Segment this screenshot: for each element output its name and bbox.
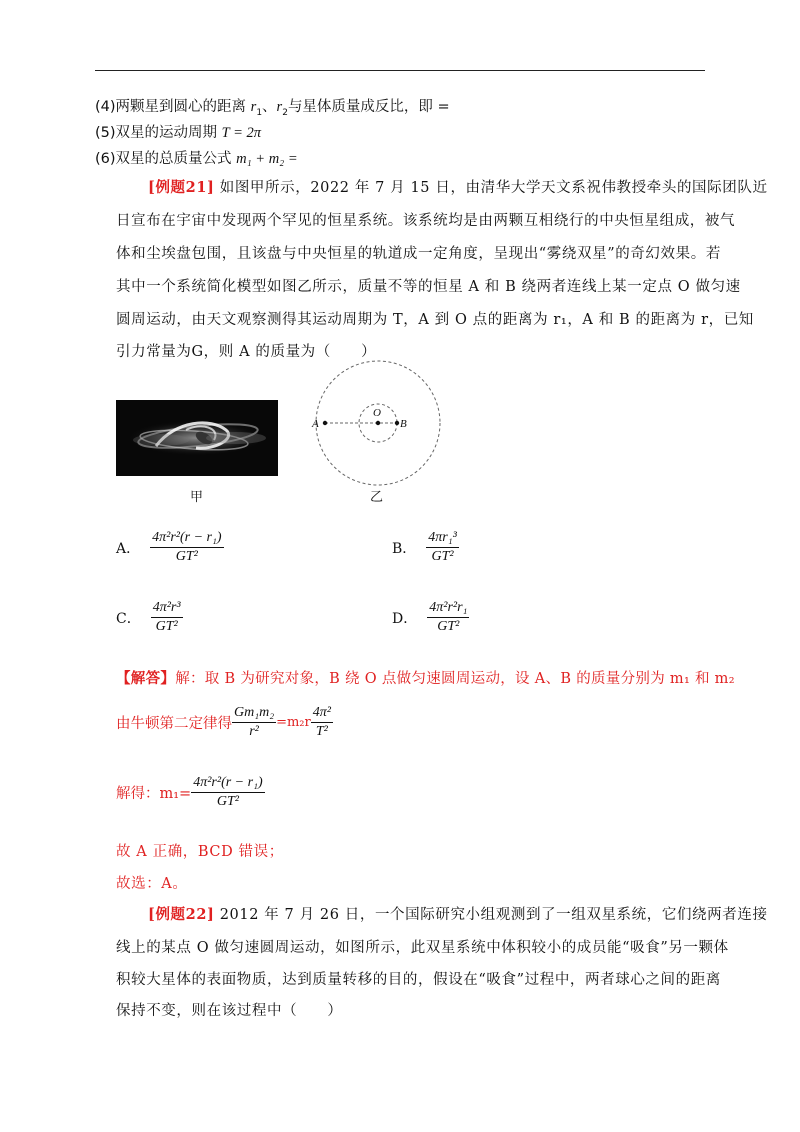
option-a-denominator: GT² bbox=[175, 549, 198, 564]
label-b: B bbox=[400, 418, 407, 430]
answer-newton-right-den: T² bbox=[315, 724, 328, 739]
option-b-denominator: GT² bbox=[431, 549, 454, 564]
item4-prefix: (4)两颗星到圆心的距离 bbox=[95, 99, 247, 115]
example22-text-1: 2012 年 7 月 26 日，一个国际研究小组观测到了一组双星系统，它们绕两者连接 bbox=[219, 907, 768, 923]
formula-item-5 bbox=[95, 123, 261, 143]
figure-yi-diagram bbox=[306, 360, 442, 490]
formula-item-6 bbox=[95, 149, 298, 169]
option-b[interactable] bbox=[392, 530, 459, 565]
option-a[interactable] bbox=[116, 530, 224, 565]
option-c-letter: C． bbox=[116, 610, 141, 627]
answer-line-2 bbox=[116, 705, 333, 740]
answer-newton-left-fraction bbox=[232, 705, 276, 740]
answer-line-5: 故选：A。 bbox=[116, 876, 188, 892]
figure-yi-caption: 乙 bbox=[370, 490, 384, 505]
answer-newton-prefix: 由牛顿第二定律得 bbox=[116, 716, 232, 732]
header-rule bbox=[95, 70, 705, 71]
example22-line-1 bbox=[148, 905, 768, 925]
center-o-dot bbox=[376, 421, 380, 425]
option-a-letter: A． bbox=[116, 540, 141, 557]
option-c-denominator: GT² bbox=[155, 619, 178, 634]
option-c[interactable] bbox=[116, 600, 183, 635]
answer-result-fraction bbox=[191, 775, 264, 810]
example21-line-1 bbox=[148, 178, 768, 198]
example22-line-4: 保持不变，则在该过程中（ ） bbox=[116, 1003, 343, 1019]
star-b-dot bbox=[395, 421, 399, 425]
example21-tag: [例题21] bbox=[148, 179, 215, 196]
example21-line-4: 其中一个系统简化模型如图乙所示，质量不等的恒星 A 和 B 绕两者连线上某一定点 O 做匀速 bbox=[116, 279, 741, 295]
example22-tag: [例题22] bbox=[148, 906, 215, 923]
option-d-numerator: 4π²r²r₁ bbox=[427, 600, 469, 618]
item4-suffix: 与星体质量成反比，即 = bbox=[287, 99, 450, 115]
answer-tag: 【解答】 bbox=[116, 670, 176, 687]
option-a-numerator: 4π²r²(r − r₁) bbox=[150, 530, 223, 548]
option-d[interactable] bbox=[392, 600, 469, 635]
item6-prefix: (6)双星的总质量公式 bbox=[95, 151, 232, 167]
example21-text-1: 如图甲所示，2022 年 7 月 15 日，由清华大学天文系祝伟教授牵头的国际团队近 bbox=[219, 180, 768, 196]
answer-result-prefix: 解得：m₁= bbox=[116, 786, 192, 802]
example21-line-2: 日宣布在宇宙中发现两个罕见的恒星系统。该系统均是由两颗互相绕行的中央恒星组成，被气 bbox=[116, 213, 736, 229]
option-d-denominator: GT² bbox=[437, 619, 460, 634]
option-d-letter: D． bbox=[392, 610, 418, 627]
answer-newton-left-num: Gm₁m₂ bbox=[232, 705, 276, 723]
option-c-numerator: 4π²r³ bbox=[151, 600, 183, 618]
figure-jia-caption: 甲 bbox=[190, 490, 204, 505]
formula-item-4: (4)两颗星到圆心的距离 $r_1$、$r_2$与星体质量成反比，即 = bbox=[95, 99, 450, 118]
label-o: O bbox=[373, 407, 381, 419]
example21-line-3: 体和尘埃盘包围，且该盘与中央恒星的轨道成一定角度，呈现出“雾绕双星”的奇幻效果。若 bbox=[116, 246, 721, 262]
option-b-fraction bbox=[426, 530, 459, 565]
star-a-dot bbox=[323, 421, 327, 425]
item5-prefix: (5)双星的运动周期 bbox=[95, 125, 218, 141]
option-c-fraction bbox=[151, 600, 183, 635]
option-b-numerator: 4πr₁³ bbox=[426, 530, 459, 548]
answer-line-3 bbox=[116, 775, 265, 810]
answer-newton-right-num: 4π² bbox=[311, 705, 333, 723]
answer-line-1 bbox=[116, 669, 735, 689]
example22-line-2: 线上的某点 O 做匀速圆周运动，如图所示，此双星系统中体积较小的成员能“吸食”另一颗体 bbox=[116, 940, 729, 956]
example21-line-6: 引力常量为G，则 A 的质量为（ ） bbox=[116, 344, 377, 360]
item5-formula: T = 2π bbox=[221, 125, 262, 141]
example21-line-5: 圆周运动，由天文观察测得其运动周期为 T，A 到 O 点的距离为 r₁，A 和 B 的距离为 r，已知 bbox=[116, 312, 754, 328]
option-b-letter: B． bbox=[392, 540, 417, 557]
answer-newton-right-fraction bbox=[311, 705, 333, 740]
answer-newton-mid: =m₂r bbox=[276, 715, 311, 730]
answer-result-num: 4π²r²(r − r₁) bbox=[191, 775, 264, 793]
example22-line-3: 积较大星体的表面物质，达到质量转移的目的，假设在“吸食”过程中，两者球心之间的距离 bbox=[116, 972, 721, 988]
item6-formula: m₁ + m₂ = bbox=[236, 151, 298, 167]
figure-jia-image bbox=[116, 400, 278, 476]
answer-text-1: 解：取 B 为研究对象，B 绕 O 点做匀速圆周运动，设 A、B 的质量分别为 m₁ 和 m₂ bbox=[175, 671, 735, 687]
option-d-fraction bbox=[427, 600, 469, 635]
answer-result-den: GT² bbox=[216, 794, 239, 809]
option-a-fraction bbox=[150, 530, 223, 565]
label-a: A bbox=[312, 418, 319, 430]
answer-newton-left-den: r² bbox=[249, 724, 259, 739]
answer-line-4: 故 A 正确，BCD 错误； bbox=[116, 844, 284, 860]
